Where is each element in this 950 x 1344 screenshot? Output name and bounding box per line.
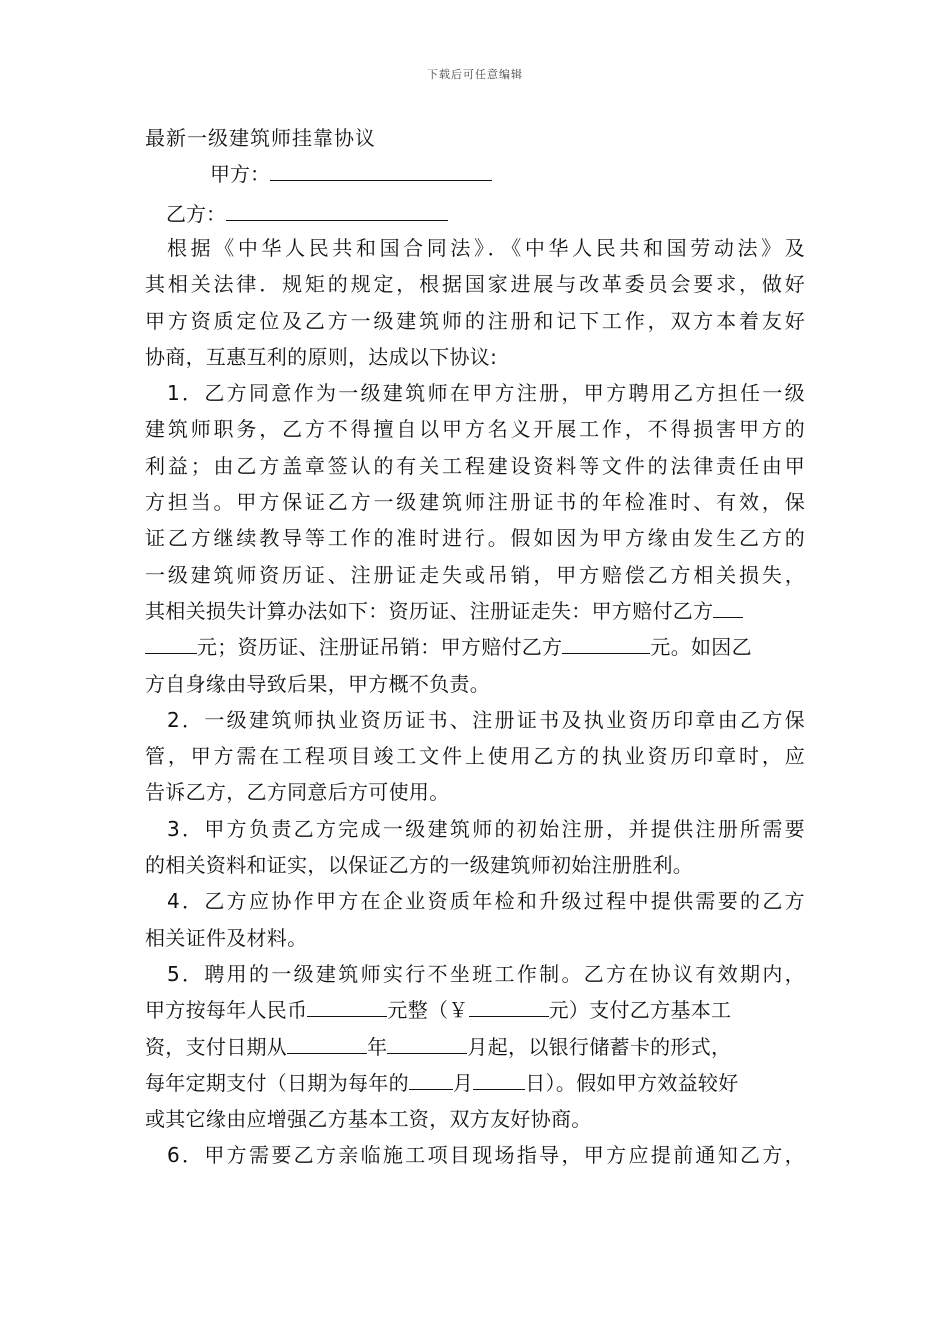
text-line: 方自身缘由导致后果，甲方概不负责。 [145,671,491,696]
text-line: 2．一级建筑师执业资历证书、注册证书及执业资历印章由乙方保 [167,707,805,732]
text-segment: 每年定期支付（日期为每年的 [145,1070,409,1095]
text-segment: 日）。假如甲方效益较好 [525,1070,739,1095]
text-line [145,629,805,665]
document-body [145,230,805,1174]
text-line: 的相关资料和证实，以保证乙方的一级建筑师初始注册胜利。 [145,853,694,878]
text-segment: 元整（￥ [387,998,469,1023]
text-line: 6．甲方需要乙方亲临施工项目现场指导，甲方应提前通知乙方， [167,1143,805,1168]
text-line: 告诉乙方，乙方同意后方可使用。 [145,780,450,805]
date-blank [287,1033,367,1054]
party-a-line [210,158,492,187]
amount-blank [562,633,650,654]
text-line: 一级建筑师资历证、注册证走失或吊销，甲方赔偿乙方相关损失， [145,562,805,587]
amount-blank [145,633,197,654]
text-line [145,992,805,1028]
party-b-blank [226,202,448,221]
party-a-blank [270,162,492,181]
text-line: 根据《中华人民共和国合同法》．《中华人民共和国劳动法》及 [167,236,805,260]
text-line: 利益；由乙方盖章签认的有关工程建设资料等文件的法律责任由甲 [145,453,805,478]
document-title: 最新一级建筑师挂靠协议 [145,126,376,150]
text-line: 甲方资质定位及乙方一级建筑师的注册和记下工作，双方本着友好 [145,308,805,333]
party-b-line [166,198,448,227]
party-b-label: 乙方： [166,202,226,226]
party-a-label: 甲方： [210,162,270,186]
text-line: 相关证件及材料。 [145,925,308,950]
text-segment: 月起，以银行储蓄卡的形式， [467,1034,732,1059]
text-line: 4．乙方应协作甲方在企业资质年检和升级过程中提供需要的乙方 [167,889,805,914]
text-segment: 元）支付乙方基本工 [548,998,732,1023]
text-segment: 年 [367,1034,388,1059]
amount-blank [469,996,549,1017]
text-segment: 甲方按每年人民币 [145,998,308,1023]
text-line: 5．聘用的一级建筑师实行不坐班工作制。乙方在协议有效期内， [167,961,805,986]
date-blank [387,1033,467,1054]
text-line: 1．乙方同意作为一级建筑师在甲方注册，甲方聘用乙方担任一级 [167,381,805,406]
text-line: 协商，互惠互利的原则，达成以下协议: [145,344,498,369]
text-line: 管，甲方需在工程项目竣工文件上使用乙方的执业资历印章时，应 [145,744,805,769]
text-segment: 资，支付日期从 [145,1034,288,1059]
text-segment: 元；资历证、注册证吊销：甲方赔付乙方 [197,635,563,660]
text-line: 方担当。甲方保证乙方一级建筑师注册证书的年检准时、有效，保 [145,490,805,515]
text-line: 3．甲方负责乙方完成一级建筑师的初始注册，并提供注册所需要 [167,816,805,841]
text-line: 证乙方继续教导等工作的准时进行。假如因为甲方缘由发生乙方的 [145,526,805,551]
page-header: 下载后可任意编辑 [427,68,523,81]
text-line: 建筑师职务，乙方不得擅自以甲方名义开展工作，不得损害甲方的 [145,417,805,442]
text-segment: 其相关损失计算办法如下：资历证、注册证走失：甲方赔付乙方 [145,598,714,623]
date-blank [473,1069,525,1090]
text-line [145,1029,805,1065]
date-blank [409,1069,453,1090]
text-line [145,1065,805,1101]
text-line [145,593,805,629]
text-segment: 月 [452,1070,474,1095]
text-line: 其相关法律．规矩的规定，根据国家进展与改革委员会要求，做好 [145,272,805,297]
amount-blank [713,597,743,618]
text-line: 或其它缘由应增强乙方基本工资，双方友好协商。 [145,1107,592,1132]
amount-blank [307,996,387,1017]
text-segment: 元。如因乙 [650,635,752,660]
